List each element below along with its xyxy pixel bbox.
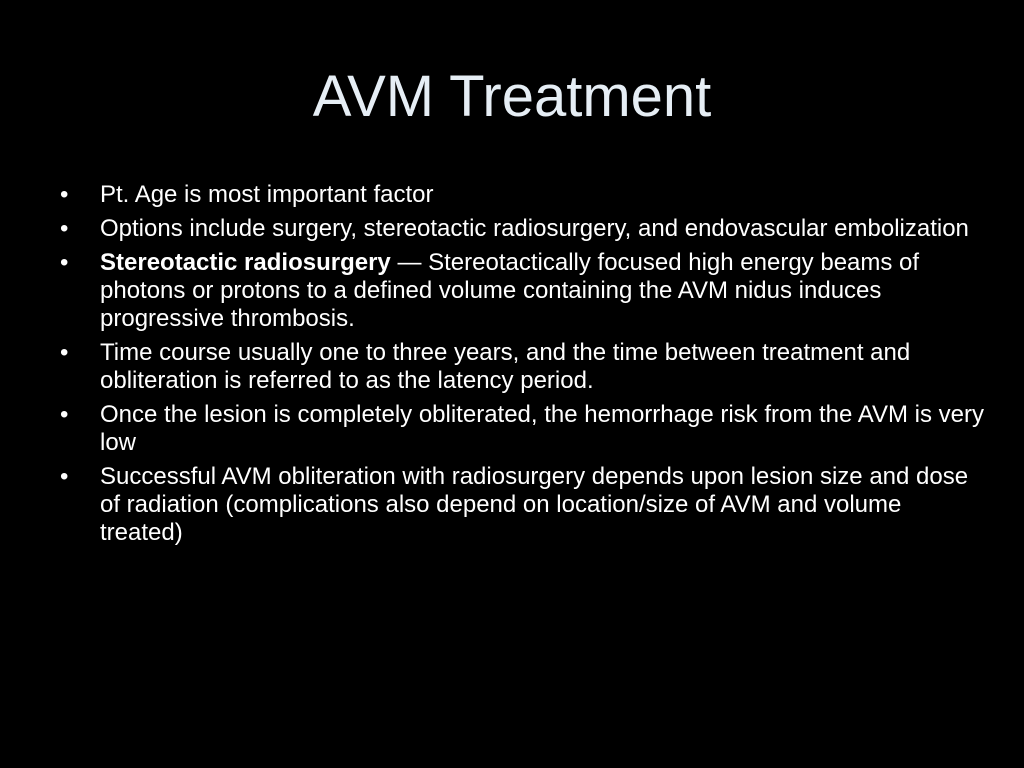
bullet-text: Successful AVM obliteration with radiosurgery depends upon lesion size and dose of radiation (complications also depend on location/size of AVM and volume treated) [100,463,969,546]
bullet-item [56,249,986,333]
bullet-icon: • [60,249,69,276]
bullet-icon: • [60,181,69,208]
bullet-item [56,339,986,395]
bullet-bold-term: Stereotactic radiosurgery [100,249,391,276]
bullet-text: Once the lesion is completely obliterated, the hemorrhage risk from the AVM is very low [100,401,984,456]
bullet-text: Pt. Age is most important factor [100,181,434,208]
bullet-icon: • [60,339,69,366]
bullet-item [56,215,986,243]
bullet-item [56,463,986,547]
bullet-text: Time course usually one to three years, and the time between treatment and obliteration is referred to as the latency period. [100,339,911,394]
slide-title: AVM Treatment [312,64,712,129]
bullet-icon: • [60,401,69,428]
bullet-text: — Stereotactically focused high energy beams of photons or protons to a defined volume containing the AVM nidus induces progressive thrombosis. [100,249,920,332]
bullet-text: Options include surgery, stereotactic radiosurgery, and endovascular embolization [100,215,969,242]
bullet-item [56,401,986,457]
bullet-item [56,181,986,209]
bullet-list [56,181,986,553]
bullet-icon: • [60,215,69,242]
bullet-icon: • [60,463,69,490]
